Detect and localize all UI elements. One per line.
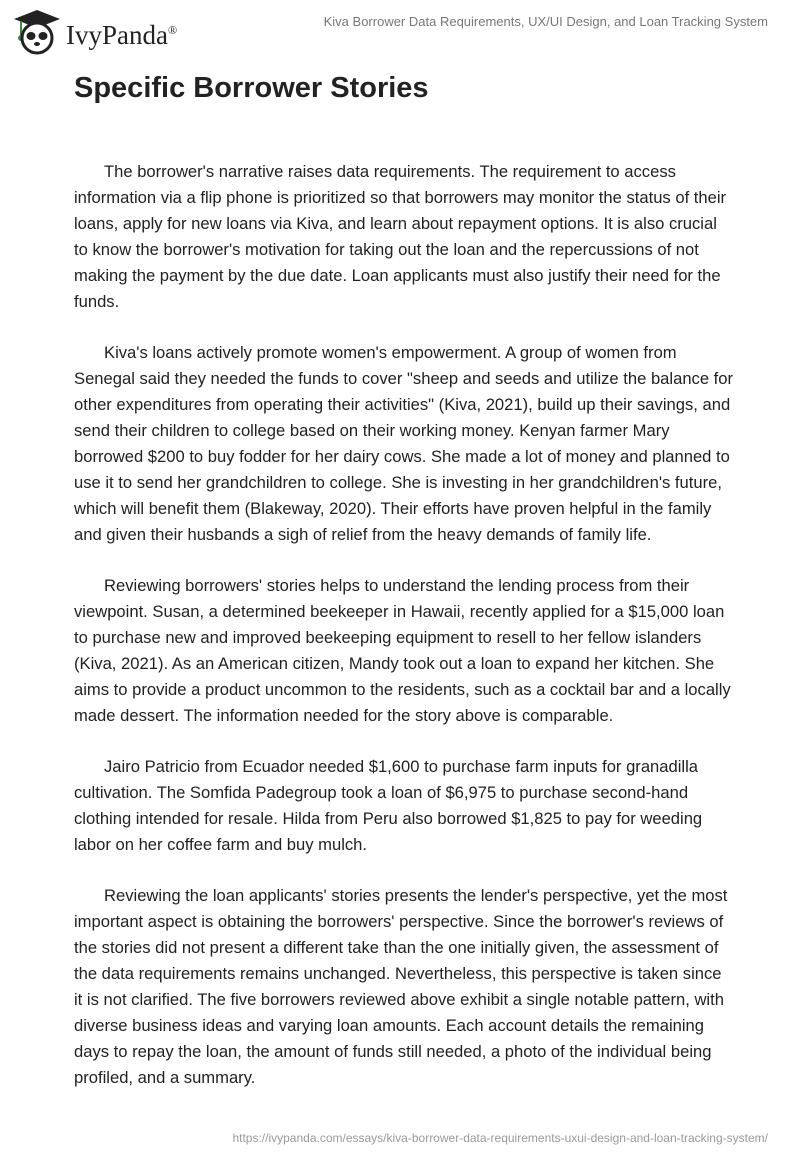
essay-body (74, 159, 734, 1116)
paragraph: The borrower's narrative raises data requirements. The requirement to access information via a flip phone is prioritized so that borrowers may monitor the status of their loans, apply for new loans via Kiva, and learn about repayment options. It is also crucial to know the borrower's motivation for taking out the loan and the repercussions of not making the payment by the due date. Loan applicants must also justify their need for the funds. (74, 162, 727, 311)
paragraph: Kiva's loans actively promote women's empowerment. A group of women from Senegal said they needed the funds to cover "sheep and seeds and utilize the balance for other expenditures from operating their activities" (Kiva, 2021), build up their savings, and send their children to college based on their working money. Kenyan farmer Mary borrowed $200 to buy fodder for her dairy cows. She made a lot of money and planned to use it to send her grandchildren to college. She is investing in her grandchildren's future, which will benefit them (Blakeway, 2020). Their efforts have proven helpful in the family and given their husbands a sigh of relief from the heavy demands of family life. (74, 343, 734, 544)
paragraph: Reviewing borrowers' stories helps to understand the lending process from their viewpoint. Susan, a determined beekeeper in Hawaii, recently applied for a $15,000 loan to purchase new and improved beekeeping equipment to resell to her fellow islanders (Kiva, 2021). As an American citizen, Mandy took out a loan to expand her kitchen. She aims to provide a product uncommon to the residents, such as a cocktail bar and a locally made dessert. The information needed for the story above is comparable. (74, 576, 731, 725)
paragraph: Reviewing the loan applicants' stories presents the lender's perspective, yet the most important aspect is obtaining the borrowers' perspective. Since the borrower's reviews of the stories did not present a different take than the one initially given, the assessment of the data requirements remains unchanged. Nevertheless, this perspective is taken since it is not clarified. The five borrowers reviewed above exhibit a single notable pattern, with diverse business ideas and varying loan amounts. Each account details the remaining days to repay the loan, the amount of funds still needed, a photo of the individual being profiled, and a summary. (74, 886, 728, 1087)
ivypanda-logo[interactable] (12, 8, 177, 56)
paragraph: Jairo Patricio from Ecuador needed $1,600 to purchase farm inputs for granadilla cultivation. The Somfida Padegroup took a loan of $6,975 to purchase second-hand clothing intended for resale. Hilda from Peru also borrowed $1,825 to pay for weeding labor on her coffee farm and buy mulch. (74, 757, 703, 854)
logo-text: IvyPanda (66, 19, 168, 50)
panda-graduate-icon (12, 8, 62, 56)
source-url[interactable]: https://ivypanda.com/essays/kiva-borrower-data-requirements-uxui-design-and-loan-tracking-system/ (232, 1131, 768, 1145)
section-heading: Specific Borrower Stories (74, 72, 429, 104)
registered-mark: ® (167, 22, 178, 37)
document-title: Kiva Borrower Data Requirements, UX/UI Design, and Loan Tracking System (323, 14, 768, 29)
